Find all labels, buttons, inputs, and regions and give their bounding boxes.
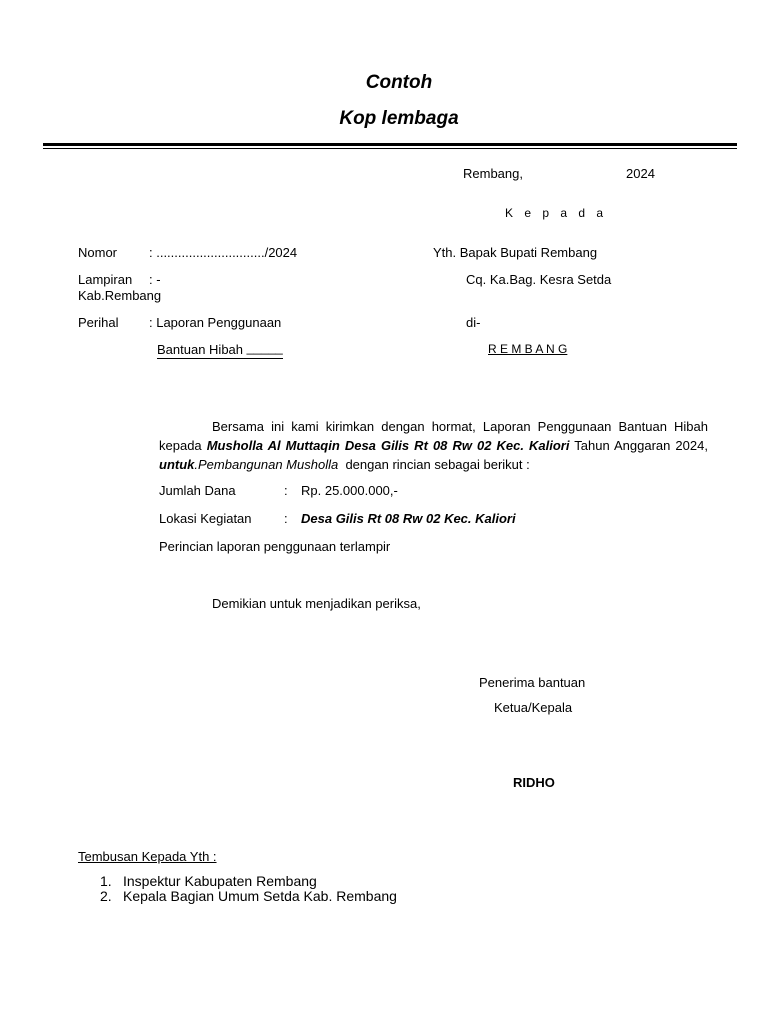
perihal-value: : Laporan Penggunaan — [149, 315, 282, 330]
lokasi-sep: : — [284, 511, 288, 526]
body-paragraph: Bersama ini kami kirimkan dengan hormat, Laporan Penggunaan Bantuan Hibah kepada Musholla Al Muttaqin Desa Gilis Rt 08 Rw 02 Kec. Kaliori Tahun Anggaran 2024, untuk.Pembangunan Musholla dengan rincian sebagai berikut : — [159, 419, 708, 472]
recipient-line-3: di- — [466, 315, 481, 330]
tembusan-item-num: 2. — [100, 888, 112, 904]
place-year: 2024 — [626, 166, 655, 181]
jumlah-sep: : — [284, 483, 288, 498]
lampiran-label: Lampiran — [78, 272, 133, 287]
kepada-label: K e p a d a — [505, 206, 608, 220]
tembusan-item-text: Kepala Bagian Umum Setda Kab. Rembang — [123, 888, 397, 904]
tembusan-heading: Tembusan Kepada Yth : — [78, 849, 217, 864]
lokasi-label: Lokasi Kegiatan — [159, 511, 252, 526]
signature-name: RIDHO — [513, 775, 555, 790]
place-city: Rembang, — [463, 166, 523, 181]
letterhead-line-1: Contoh — [365, 72, 433, 93]
signature-line-2: Ketua/Kepala — [494, 700, 573, 715]
lokasi-value: Desa Gilis Rt 08 Rw 02 Kec. Kaliori — [301, 511, 516, 526]
letterhead-rule-thick — [43, 143, 737, 146]
letterhead-line-2: Kop lembaga — [339, 108, 459, 129]
jumlah-label: Jumlah Dana — [159, 483, 236, 498]
perihal-label: Perihal — [78, 315, 119, 330]
perihal-line-2: Bantuan Hibah _____ — [157, 340, 283, 357]
lampiran-value: : - — [149, 272, 161, 287]
closing-text: Demikian untuk menjadikan periksa, — [212, 596, 421, 611]
tembusan-item-text: Inspektur Kabupaten Rembang — [123, 873, 317, 889]
recipient-line-1: Yth. Bapak Bupati Rembang — [433, 245, 598, 260]
letterhead-rule-thin — [43, 148, 737, 149]
jumlah-value: Rp. 25.000.000,- — [301, 483, 398, 498]
recipient-line-2: Cq. Ka.Bag. Kesra Setda — [466, 272, 612, 287]
lampiran-wrap: Kab.Rembang — [78, 288, 162, 303]
nomor-label: Nomor — [78, 245, 118, 260]
recipient-line-4: R E M B A N G — [488, 342, 568, 356]
tembusan-item-num: 1. — [100, 873, 112, 889]
nomor-value: : ............................../2024 — [149, 245, 298, 260]
perincian-text: Perincian laporan penggunaan terlampir — [159, 539, 391, 554]
signature-line-1: Penerima bantuan — [479, 675, 586, 690]
